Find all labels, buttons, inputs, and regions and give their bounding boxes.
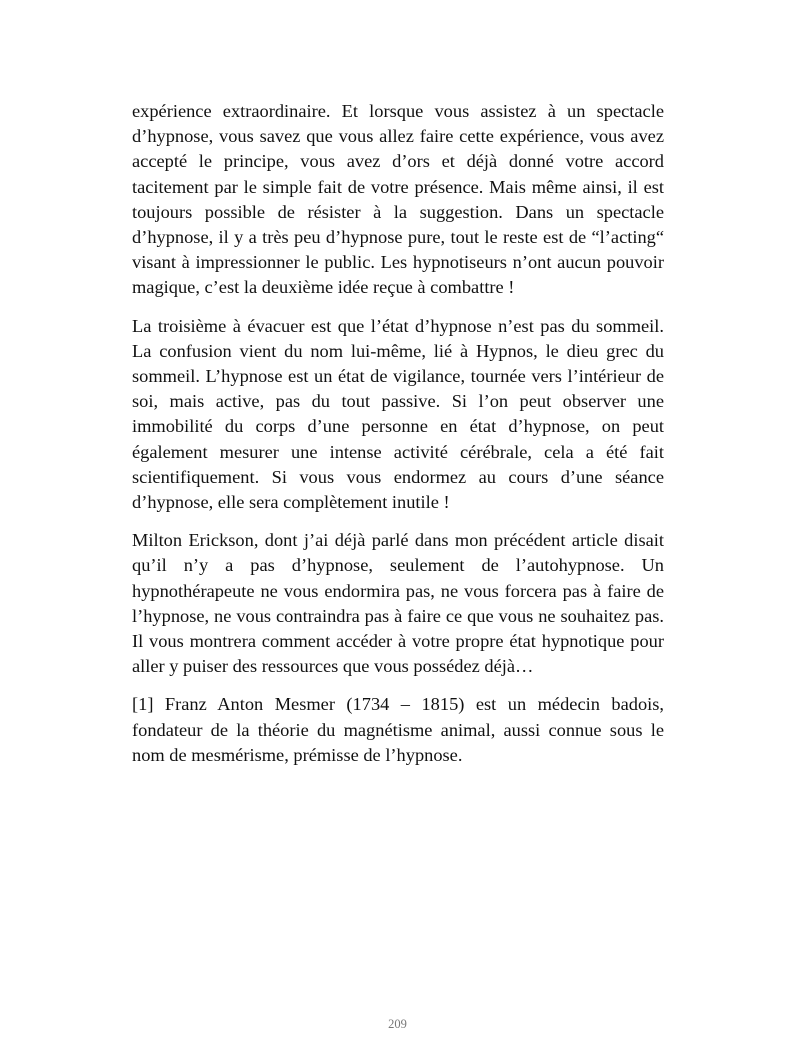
footnote-mesmer: [1] Franz Anton Mesmer (1734 – 1815) est un médecin badois, fondateur de la théorie du magnétisme animal, aussi connue sous le nom de mesmérisme, prémisse de l’hypnose. — [132, 694, 664, 765]
paragraph-sleep: La troisième à évacuer est que l’état d’hypnose n’est pas du sommeil. La confusion vient du nom lui-même, lié à Hypnos, le dieu grec du sommeil. L’hypnose est un état de vigilance, tournée vers l’intérieur de soi, mais active, pas du tout passive. Si l’on peut observer une immobilité du corps d’une personne en état d’hypnose, on peut également mesurer une intense activité cérébrale, cela a été fait scientifiquement. Si vous vous endormez au cours d’une séance d’hypnose, elle sera complètement inutile ! — [132, 315, 664, 513]
paragraph-suggestion: expérience extraordinaire. Et lorsque vous assistez à un spectacle d’hypnose, vous savez que vous allez faire cette expérience, vous avez accepté le principe, vous avez d’ors et déjà donné votre accord tacitement par le simple fait de votre présence. Mais même ainsi, il est toujours possible de résister à la suggestion. Dans un spectacle d’hypnose, il y a très peu d’hypnose pure, tout le reste est de “l’acting“ visant à impressionner le public. Les hypnotiseurs n’ont aucun pouvoir magique, c’est la deuxième idée reçue à combattre ! — [132, 101, 664, 298]
paragraph-erickson: Milton Erickson, dont j’ai déjà parlé dans mon précédent article disait qu’il n’y a pas d’hypnose, seulement de l’autohypnose. Un hypnothérapeute ne vous endormira pas, ne vous forcera pas à faire de l’hypnose, ne vous contraindra pas à faire ce que vous ne souhaitez pas. Il vous montrera comment accéder à votre propre état hypnotique pour aller y puiser des ressources que vous possédez déjà… — [132, 530, 664, 677]
body-text — [132, 99, 664, 781]
page-number: 209 — [388, 1017, 407, 1031]
